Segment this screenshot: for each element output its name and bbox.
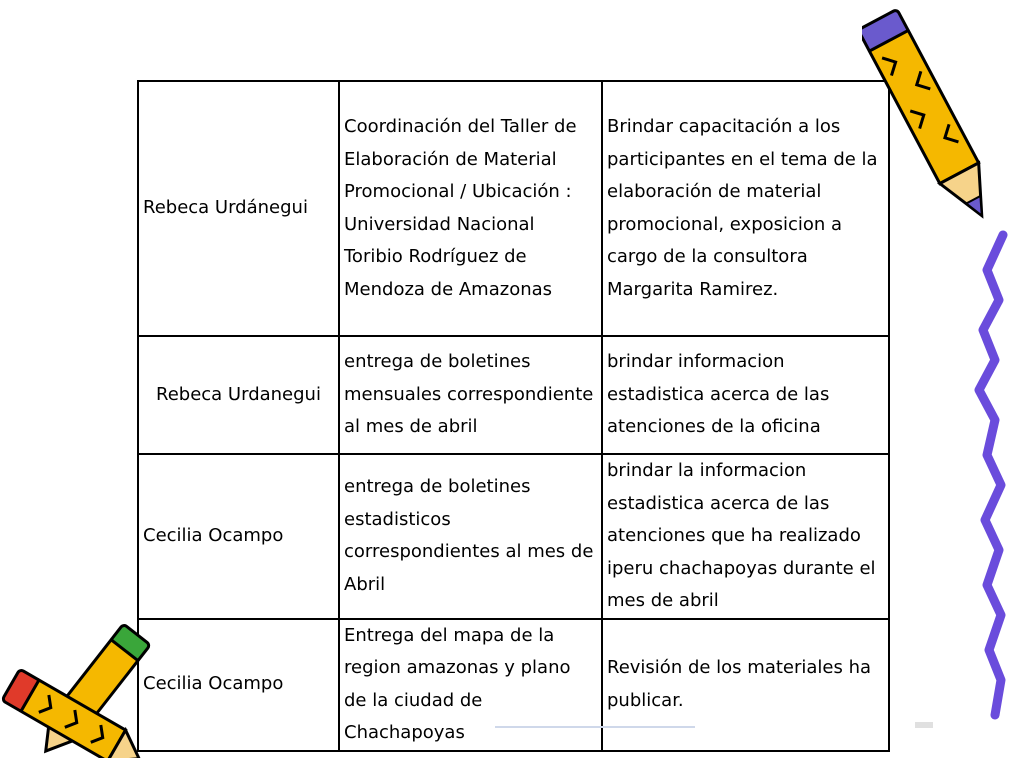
wavy-line-decoration [965, 230, 1015, 720]
activity-cell: entrega de boletines mensuales correspondiente al mes de abril [339, 336, 602, 454]
responsible-cell: Rebeca Urdanegui [138, 336, 339, 454]
table-row [138, 619, 889, 751]
objective-cell: Revisión de los materiales ha publicar. [602, 619, 889, 751]
objective-cell: Brindar capacitación a los participantes en el tema de la elaboración de material promocional, exposicion a cargo de la consultora Margarita Ramirez. [602, 81, 889, 336]
activities-table [137, 80, 890, 752]
divider [495, 726, 695, 728]
objective-cell: brindar informacion estadistica acerca de las atenciones de la oficina [602, 336, 889, 454]
activity-cell: Entrega del mapa de la region amazonas y plano de la ciudad de Chachapoyas [339, 619, 602, 751]
responsible-cell: Rebeca Urdánegui [138, 81, 339, 336]
table-row [138, 336, 889, 454]
activity-cell: Coordinación del Taller de Elaboración de Material Promocional / Ubicación : Universidad Nacional Toribio Rodríguez de Mendoza de Amazonas [339, 81, 602, 336]
divider [915, 722, 933, 728]
responsible-cell: Cecilia Ocampo [138, 619, 339, 751]
pencil-clipart-icon [862, 2, 1002, 242]
table-row [138, 454, 889, 619]
pencils-clipart-icon [0, 618, 160, 758]
objective-cell: brindar la informacion estadistica acerca de las atenciones que ha realizado iperu chachapoyas durante el mes de abril [602, 454, 889, 619]
activity-cell: entrega de boletines estadisticos correspondientes al mes de Abril [339, 454, 602, 619]
table-row [138, 81, 889, 336]
responsible-cell: Cecilia Ocampo [138, 454, 339, 619]
